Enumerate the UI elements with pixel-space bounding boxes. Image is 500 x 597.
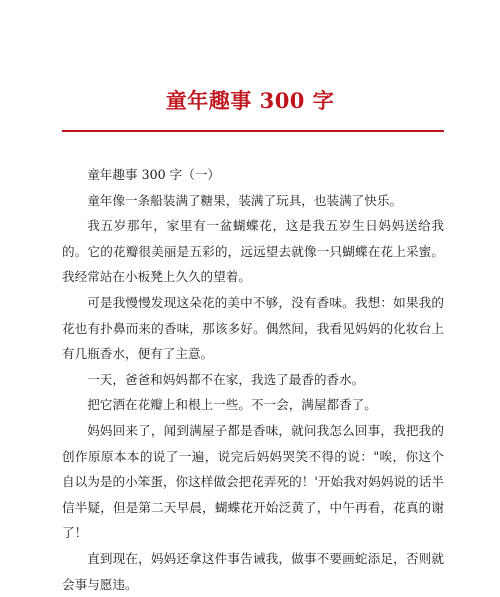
body-paragraph: 把它洒在花瓣上和根上一些。不一会，满屋都香了。 (87, 397, 377, 413)
body-paragraph: 直到现在，妈妈还拿这件事告诫我，做事不要画蛇添足，否则就会事与愿违。 (62, 550, 444, 592)
document-body (62, 162, 444, 597)
body-paragraph: 童年像一条船装满了糖果，装满了玩具，也装满了快乐。 (87, 192, 403, 208)
title-divider (62, 130, 444, 132)
body-paragraph: 我五岁那年，家里有一盆蝴蝶花，这是我五岁生日妈妈送给我的。它的花瓣很美丽是五彩的，远远望去就像一只蝴蝶在花上采蜜。我经常站在小板凳上久久的望着。 (62, 218, 444, 285)
body-paragraph: 可是我慢慢发现这朵花的美中不够，没有香味。我想：如果我的花也有扑鼻而来的香味，那该多好。偶然间，我看见妈妈的化妆台上有几瓶香水，便有了主意。 (62, 294, 444, 362)
page-title: 童年趣事 300 字 (165, 88, 335, 113)
body-paragraph: 一天，爸爸和妈妈都不在家，我选了最香的香水。 (87, 371, 365, 387)
subtitle-paragraph: 童年趣事 300 字（一） (87, 167, 220, 182)
body-paragraph: 妈妈回来了，闻到满屋子都是香味，就问我怎么回事，我把我的创作原原本本的说了一遍，说完后妈妈哭笑不得的说："唉，你这个自以为是的小笨蛋，你这样做会把花弄死的！'开始我对妈妈说的话半信半疑，但是第二天早晨，蝴蝶花开始泛黄了，中午再看，花真的谢了！ (62, 422, 444, 541)
